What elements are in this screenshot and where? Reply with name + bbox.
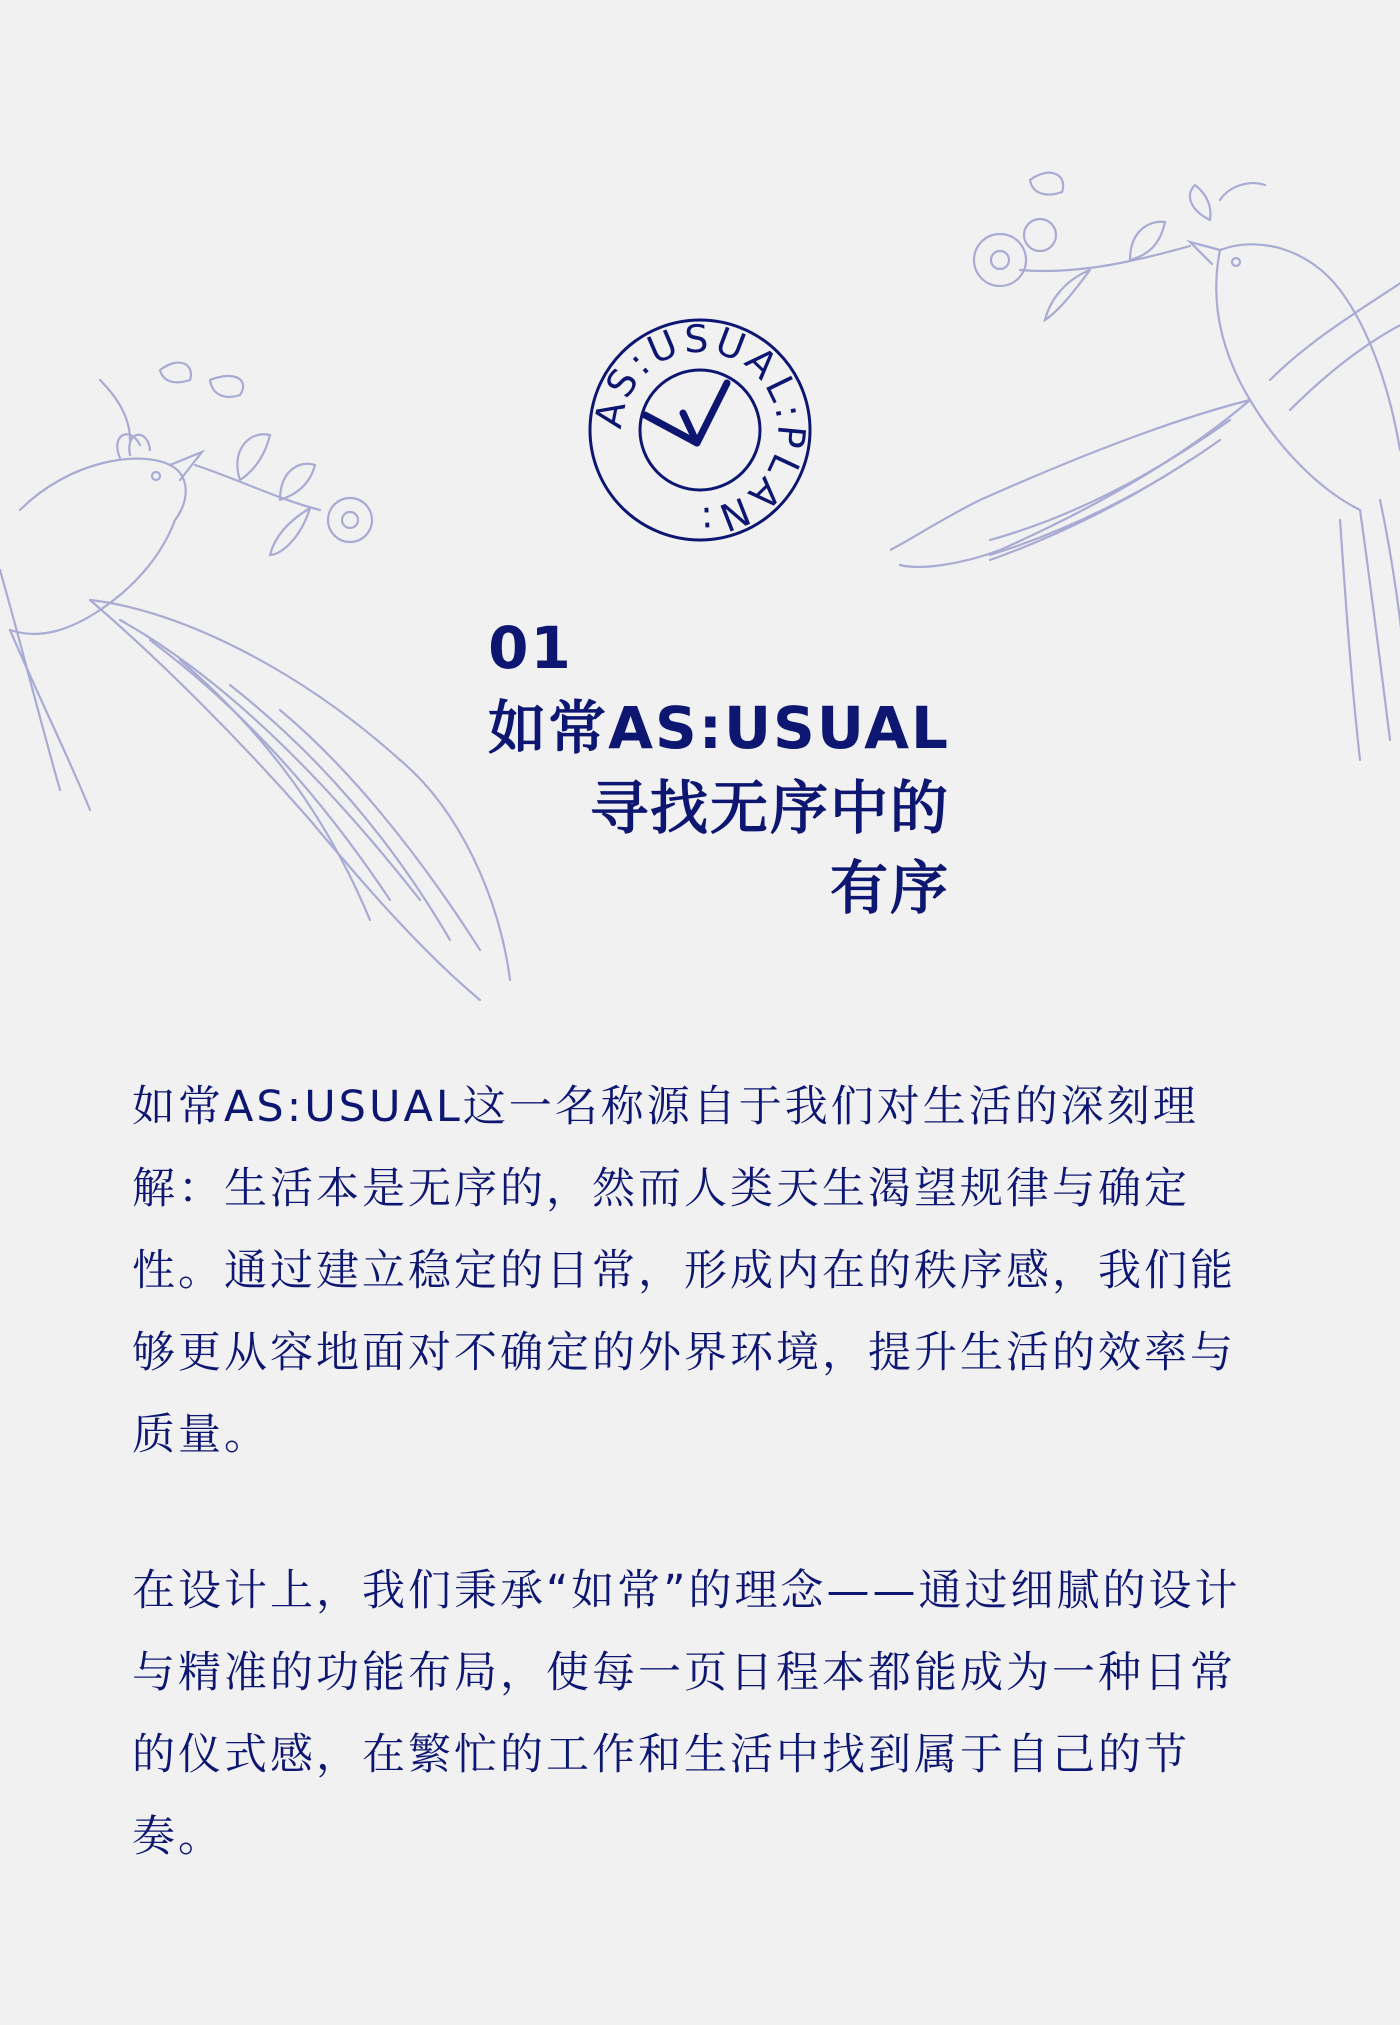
headline-line-3: 有序 (829, 854, 950, 922)
headline-line-2: 寻找无序中的 (589, 774, 950, 842)
headline (488, 608, 950, 928)
logo-ring-text: AS:USUAL:PLAN: (586, 316, 814, 544)
body-paragraph-2: 在设计上，我们秉承“如常”的理念——通过细腻的设计与精准的功能布局，使每一页日程本都能成为一种日常的仪式感，在繁忙的工作和生活中找到属于自己的节奏。 (132, 1566, 1241, 1862)
body-paragraph-1: 如常AS:USUAL这一名称源自于我们对生活的深刻理解：生活本是无序的，然而人类天生渴望规律与确定性。通过建立稳定的日常，形成内在的秩序感，我们能够更从容地面对不确定的外界环境，提升生活的效率与质量。 (132, 1082, 1236, 1460)
as-usual-plan-logo (585, 315, 815, 545)
headline-line-1: 如常AS:USUAL (488, 694, 950, 762)
bird-illustration-left-icon (0, 340, 540, 1020)
bird-illustration-right-icon (890, 160, 1400, 780)
section-number: 01 (488, 614, 573, 682)
